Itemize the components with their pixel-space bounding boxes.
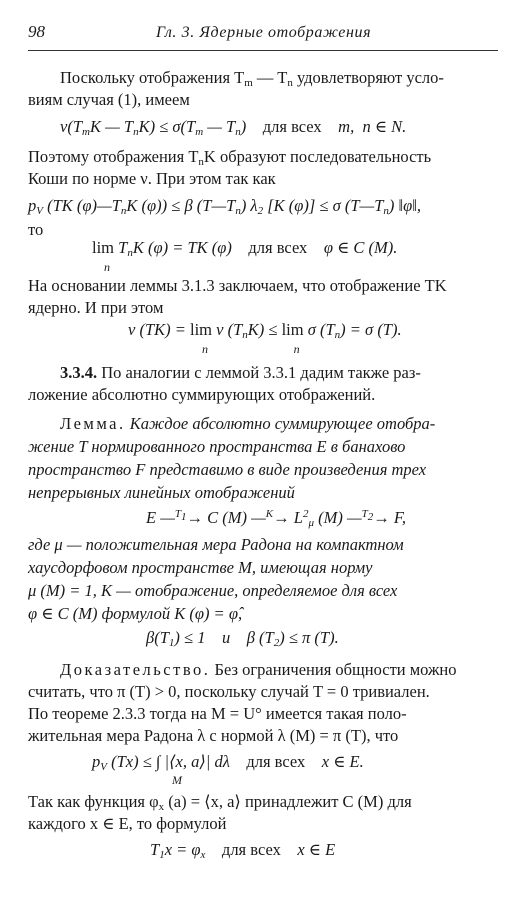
lemma-text: μ (M) = 1, K — отображение, определяемое для всех [28, 581, 398, 600]
section-3-3-4: 3.3.4. По аналогии с леммой 3.3.1 дадим также раз- [60, 363, 421, 382]
lemma-text: непрерывных линейных отображений [28, 483, 295, 502]
text-line: ядерно. И при этом [28, 298, 164, 317]
text-line: виям случая (1), имеем [28, 90, 190, 109]
limit-operator: lim n [92, 238, 115, 274]
running-title: Гл. 3. Ядерные отображения [156, 24, 372, 41]
text-line: Так как функция $\varphi_x$ (a) = ⟨x, a⟩ принадлежит C (M) для [28, 792, 412, 813]
equation: $\beta(T_1) \le 1$ и β $(T_2) \le \pi$ (T). [146, 628, 339, 649]
text-line: Поскольку отображения $T_m$ — $T_n$ удовлетворяют усло- [60, 68, 444, 89]
equation: $T_1x = \varphi_x$ для всех x ∈ E [150, 840, 336, 861]
section-number: 3.3.4. [60, 363, 98, 382]
lemma-text: жение T нормированного пространства E в банахово [28, 437, 406, 456]
lemma-line: Лемма. Каждое абсолютно суммирующее отобра- [60, 414, 436, 433]
lemma-text: где μ — положительная мера Радона на компактном [28, 535, 404, 554]
page-number: 98 [28, 22, 45, 41]
text-line: На основании леммы 3.1.3 заключаем, что отображение TK [28, 276, 447, 295]
equation: $\nu(T_mK$ — $T_nK) \le \sigma(T_m$ — $T_n$) для всех m, n ∈ N. [60, 117, 407, 138]
equation-limits: ν (TK) = lim n ν $(T_nK) \le \lim$ n σ $(T_n) = \sigma$ (T). [128, 320, 402, 356]
lemma-label: Лемма. [60, 414, 126, 433]
lemma-text: хаусдорфовом пространстве M, имеющая норму [28, 558, 373, 577]
equation-integral: $p_V$ (Tx) ≤ ∫ |⟨x, a⟩| dλ для всех x ∈ E. M [92, 752, 364, 772]
text-line: Поэтому отображения $T_nK$ образуют последовательность [28, 147, 432, 168]
text-line: каждого x ∈ E, то формулой [28, 814, 227, 833]
integral-domain: M [172, 773, 182, 787]
equation: $p_V$ (TK $(\varphi)—T_nK$ (φ)) ≤ β $(T—T_n)$ $\lambda_2$ [K (φ)] ≤ σ $(T—T_n)$ ‖φ‖, [28, 196, 422, 217]
proof-label: Доказательство. [60, 660, 211, 679]
equation-chain: E —$^{T_1}$→ C (M) —$^K$→ $L^2_\mu$ (M) —$^{T_2}$→ F, [146, 508, 406, 529]
text-line: то [28, 220, 44, 239]
text-line: Коши по норме ν. При этом так как [28, 169, 276, 188]
lemma-text: φ ∈ C (M) формулой K (φ) = φ̂, [28, 604, 243, 623]
text-line: По теореме 2.3.3 тогда на M = U° имеется такая поло- [28, 704, 407, 723]
equation-limit: lim n $T_nK$ (φ) = TK (φ) для всех φ ∈ C (M). [92, 238, 398, 274]
lemma-text: пространство F представимо в виде произведения трех [28, 460, 427, 479]
proof-line: Доказательство. Без ограничения общности можно [60, 660, 457, 679]
running-header [28, 18, 498, 48]
header-rule [28, 50, 498, 51]
text-line: считать, что π (T) > 0, поскольку случай T = 0 тривиален. [28, 682, 430, 701]
text-line: жительная мера Радона λ с нормой λ (M) = π (T), что [28, 726, 399, 745]
text-line: ложение абсолютно суммирующих отображений. [28, 385, 376, 404]
